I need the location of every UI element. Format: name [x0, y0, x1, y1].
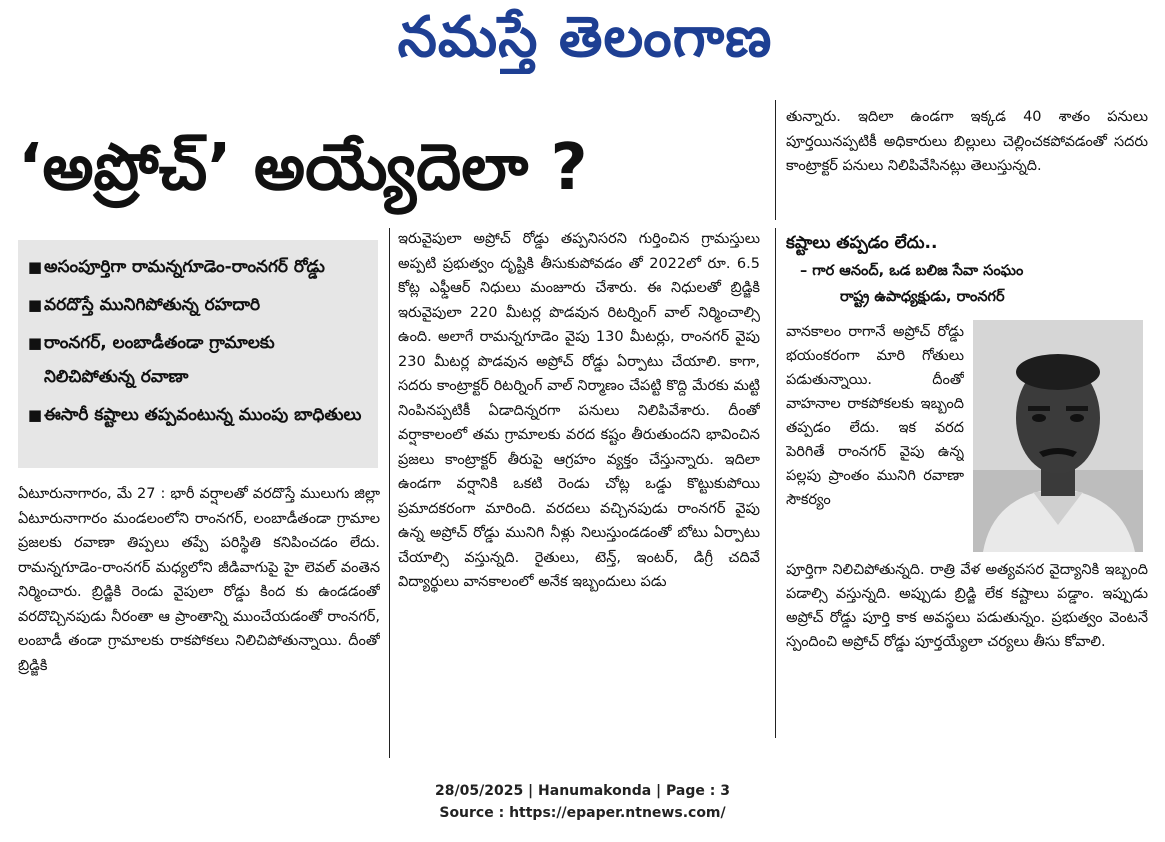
article-column-3-top: తున్నారు. ఇదిలా ఉండగా ఇక్కడ 40 శాతం పనులు పూర్తయినప్పటికీ అధికారులు బిల్లులు చెల్లించకపోవడంతో సదరు కాంట్రాక్టర్ పనులు నిలిపివేసినట్లు తెలుస్తున్నది. — [786, 109, 1148, 174]
column-rule-top — [775, 100, 776, 220]
portrait-illustration — [973, 320, 1143, 552]
article-column-1: ఏటూరునాగారం, మే 27 : భారీ వర్షాలతో వరదొస్తే ములుగు జిల్లా ఏటూరునాగారం మండలంలోని రాంనగర్, లంబాడీతండా గ్రామాల ప్రజలకు రవాణా తిప్పలు తప్పే పరిస్థితి కనిపించడం లేదు. రామన్నగూడెం-రాంనగర్ మధ్యలోని జీడివాగుపై హై లెవల్ వంతెన నిర్మించారు. బ్రిడ్జికి రెండు వైపులా రోడ్డు కింద కు ఉండడంతో వరదొచ్చినపుడు నీరంతా ఆ ప్రాంతాన్ని ముంచేయడంతో రాంనగర్, లంబాడీ తండా గ్రామాలకు రాకపోకలు నిలిచిపోతున్నాయి. దీంతో బ్రిడ్జికి — [18, 486, 380, 674]
highlight-text: రాంనగర్, లంబాడీతండా గ్రామాలకు నిలిచిపోతున్న రవాణా — [44, 333, 275, 387]
subheading: కష్టాలు తప్పడం లేదు.. — [786, 233, 938, 253]
footer-source: Source : https://epaper.ntnews.com/ — [439, 805, 726, 821]
highlight-item — [26, 250, 370, 284]
masthead-logo: నమస్తే తెలంగాణ — [397, 5, 773, 70]
bullet-square-icon: ■ — [27, 406, 43, 424]
headline: ‘అప్రోచ్’ అయ్యేదెలా ? — [18, 131, 588, 205]
highlights-box — [18, 240, 378, 468]
highlight-item — [26, 326, 370, 394]
article-column-2: ఇరువైపులా అప్రోచ్ రోడ్డు తప్పనిసరని గుర్తించిన గ్రామస్తులు అప్పటి ప్రభుత్వం దృష్టికి తీసుకుపోవడం తో 2022లో రూ. 6.5 కోట్ల ఎఫ్డీఆర్ నిధులు మంజూరు చేశారు. ఈ నిధులతో బ్రిడ్జికి ఇరువైపులా 220 మీటర్ల పొడవున రిటర్నింగ్ వాల్ నిర్మించాల్సి ఉంది. అలాగే రామన్నగూడెం వైపు 130 మీటర్లు, రాంనగర్ వైపు 230 మీటర్ల పొడవున అప్రోచ్ రోడ్డు ఏర్పాటు చేయాలి. కాగా, సదరు కాంట్రాక్టర్ రిటర్నింగ్ వాల్ నిర్మాణం చేపట్టి కొద్ది మేరకు మట్టి నింపినప్పటికీ ఏడాదిన్నరగా పనులు నిలిపివేశారు. దీంతో వర్షాకాలంలో తమ గ్రామాలకు వరద కష్టం తీరుతుందని భావించిన ప్రజలు కాంట్రాక్టర్ తీరుపై ఆగ్రహం వ్యక్తం చేస్తున్నారు. ఇదిలా ఉండగా వర్షానికి ఒకటి రెండు చోట్ల ఒడ్డు కొట్టుకుపోయి ప్రమాదకరంగా మారింది. వరదలు వచ్చినపుడు రాంనగర్ వైపు ఉన్న అప్రోచ్ రోడ్డు మునిగి నీళ్లు నిలుస్తుండడంతో బోటు ఏర్పాటు చేయాల్సి వస్తున్నది. రైతులు, టెన్త్, ఇంటర్, డిగ్రీ చదివే విద్యార్థులు వానకాలంలో అనేక ఇబ్బందులు పడు — [398, 231, 760, 590]
column-rule-right — [775, 228, 776, 738]
highlight-item — [26, 398, 370, 432]
column-rule-left — [389, 228, 390, 758]
article-column-3-beside-photo: వానకాలం రాగానే అప్రోచ్ రోడ్డు భయంకరంగా మారి గోతులు పడుతున్నాయి. దీంతో వాహనాల రాకపోకలకు ఇబ్బంది తప్పడం లేదు. ఇక వరద పెరిగితే రాంనగర్ వైపు ఉన్న పల్లపు ప్రాంతం మునిగి రవాణా సౌకర్యం — [786, 324, 964, 508]
highlight-item — [26, 288, 370, 322]
quote-attribution — [800, 258, 1150, 310]
bullet-square-icon: ■ — [27, 258, 43, 276]
attribution-line-2: రాష్ట్ర ఉపాధ్యక్షుడు, రాంనగర్ — [840, 289, 1005, 305]
highlight-text: ఈసారీ కష్టాలు తప్పవంటున్న ముంపు బాధితులు — [44, 405, 362, 425]
highlight-text: అసంపూర్తిగా రామన్నగూడెం-రాంనగర్ రోడ్డు — [44, 257, 325, 277]
highlight-text: వరదొస్తే మునిగిపోతున్న రహదారి — [44, 295, 261, 315]
article-column-3-bottom: పూర్తిగా నిలిచిపోతున్నది. రాత్రి వేళ అత్యవసర వైద్యానికి ఇబ్బంది పడాల్సి వస్తున్నది. అప్పుడు బ్రిడ్జి లేక కష్టాలు పడ్డాం. ఇప్పుడు అప్రోచ్ రోడ్డు పూర్తి కాక అవస్థలు పడుతున్నం. ప్రభుత్వం వెంటనే స్పందించి అప్రోచ్ రోడ్డు పూర్తయ్యేలా చర్యలు తీసు కోవాలి. — [786, 562, 1148, 650]
page-footer — [300, 780, 865, 826]
bullet-square-icon: ■ — [27, 296, 43, 314]
portrait-photo — [973, 320, 1143, 552]
attribution-line-1: – గార ఆనంద్, ఒడ బలిజ సేవా సంఘం — [800, 263, 1024, 279]
footer-date-edition: 28/05/2025 | Hanumakonda | Page : 3 — [435, 783, 730, 799]
bullet-square-icon: ■ — [27, 334, 43, 352]
